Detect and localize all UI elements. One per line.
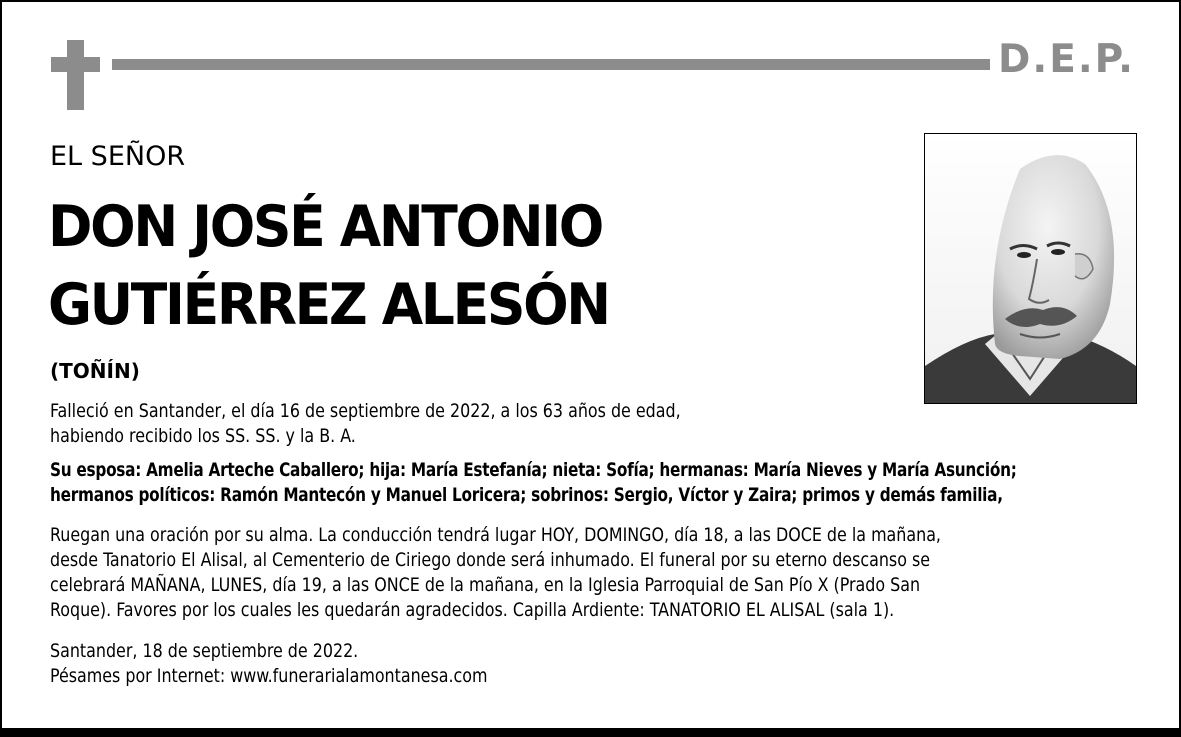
deceased-title: EL SEÑOR [50,141,186,172]
portrait-image [925,134,1136,403]
deceased-name-line1: DON JOSÉ ANTONIO [48,194,602,260]
deceased-nickname: (TOÑÍN) [50,359,140,383]
condolences-link: Pésames por Internet: www.funerarialamontanesa.com [50,665,488,687]
cross-icon-vertical [67,40,84,110]
family-list [50,458,1017,508]
service-line: desde Tanatorio El Alisal, al Cementerio de Ciriego donde será inhumado. El funeral por su eterno descanso se [50,549,931,571]
service-line: celebrará MAÑANA, LUNES, día 19, a las ONCE de la mañana, en la Iglesia Parroquial de San Pío X (Prado San [50,574,921,596]
death-info [50,399,681,449]
bottom-rule [2,728,1179,735]
family-line: Su esposa: Amelia Arteche Caballero; hija: María Estefanía; nieta: Sofía; hermanas: María Nieves y María Asunción; [50,459,1017,481]
deceased-name-line2: GUTIÉRREZ ALESÓN [48,272,609,338]
cross-icon-horizontal [51,57,100,72]
dep-label: D.E.P. [998,37,1135,82]
family-line: hermanos políticos: Ramón Mantecón y Manuel Loricera; sobrinos: Sergio, Víctor y Zaira; primos y demás familia, [50,484,1003,506]
service-line: Ruegan una oración por su alma. La conducción tendrá lugar HOY, DOMINGO, día 18, a las DOCE de la mañana, [50,524,941,546]
death-info-line: habiendo recibido los SS. SS. y la B. A. [50,425,356,447]
closing [50,639,487,689]
service-line: Roque). Favores por los cuales les quedarán agradecidos. Capilla Ardiente: TANATORIO EL ALISAL (sala 1). [50,599,895,621]
header-rule [112,59,990,70]
death-info-line: Falleció en Santander, el día 16 de septiembre de 2022, a los 63 años de edad, [50,400,681,422]
portrait-photo [924,133,1137,404]
place-date: Santander, 18 de septiembre de 2022. [50,640,359,662]
service-info [50,523,941,623]
